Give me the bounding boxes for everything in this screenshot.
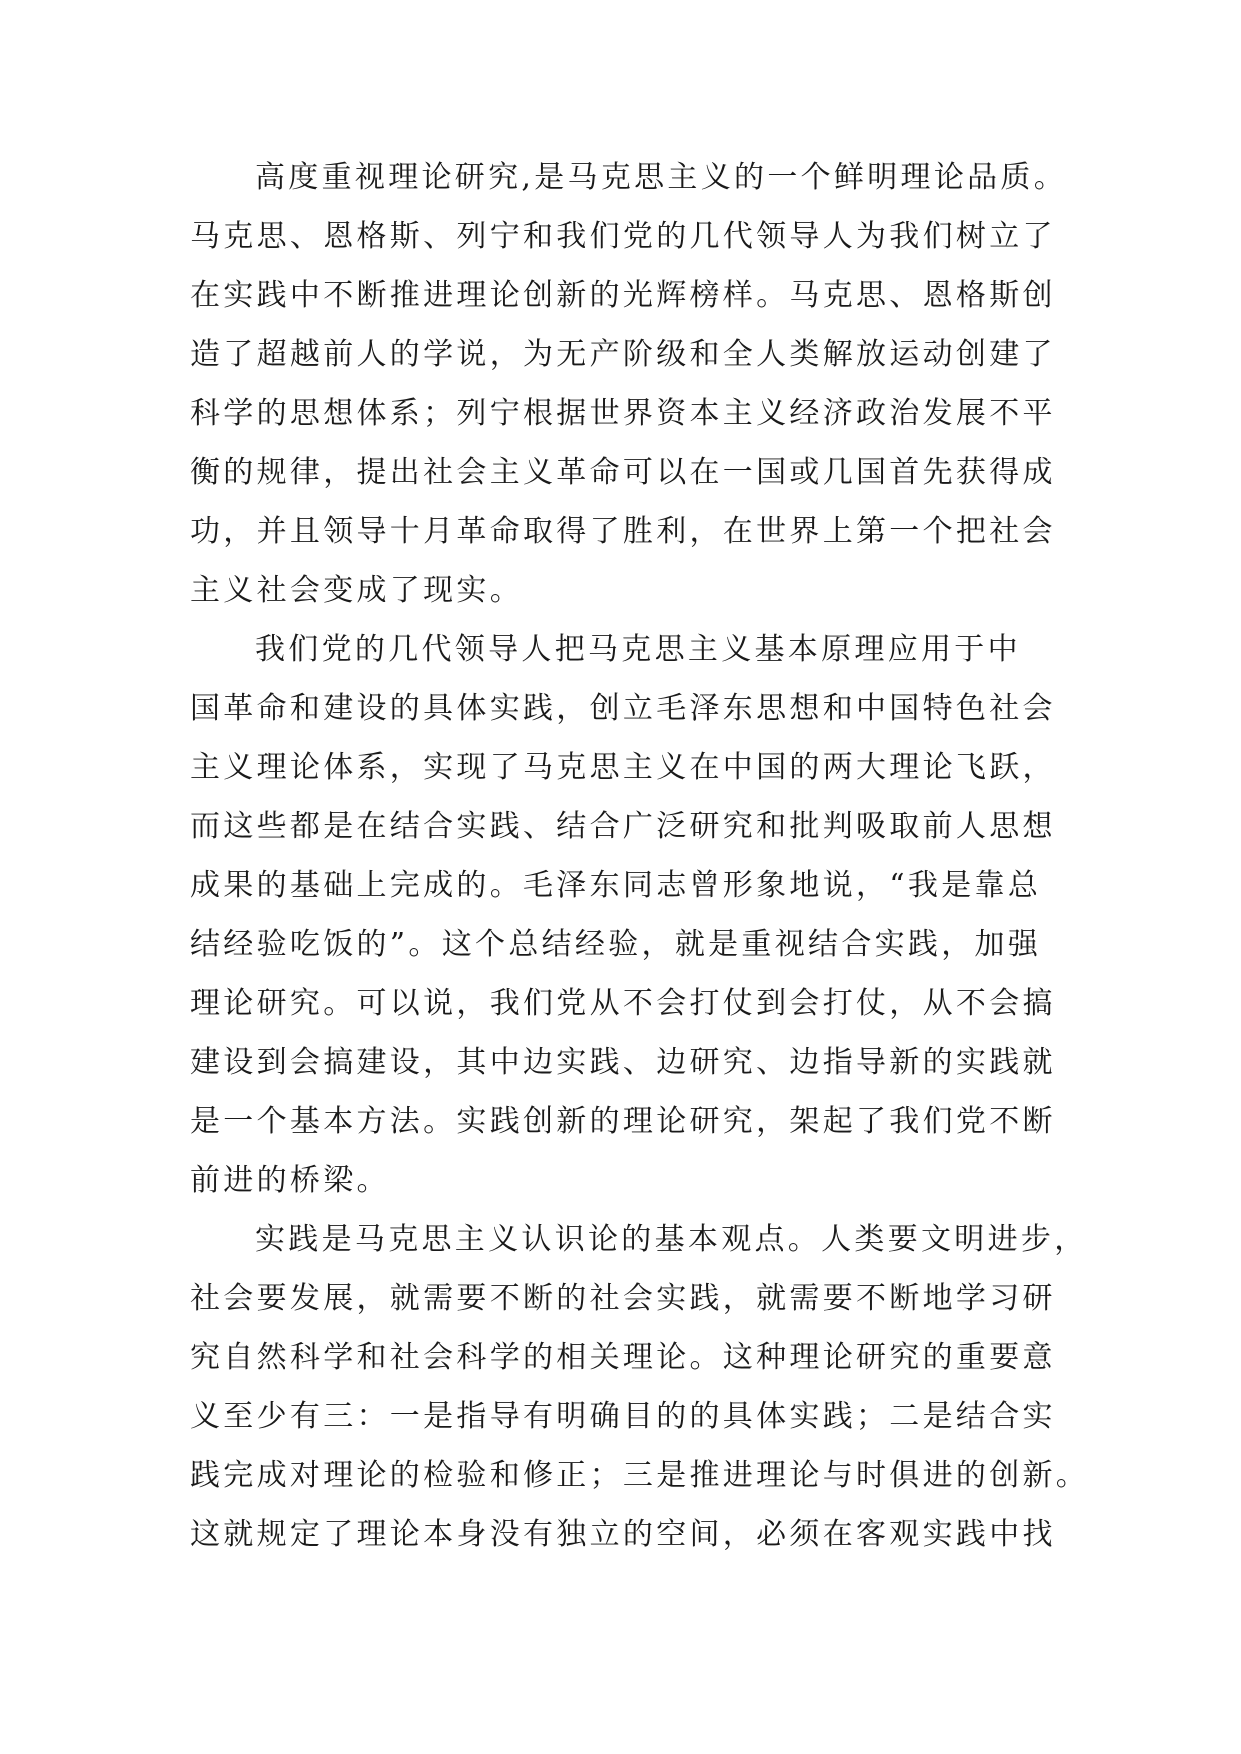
paragraph-line: 义至少有三：一是指导有明确目的的具体实践；二是结合实: [190, 1399, 1056, 1434]
paragraph-line: 在实践中不断推进理论创新的光辉榜样。马克思、恩格斯创: [190, 278, 1056, 313]
paragraph-line: 主义理论体系，实现了马克思主义在中国的两大理论飞跃，: [190, 750, 1056, 785]
paragraph-line: 成果的基础上完成的。毛泽东同志曾形象地说，“我是靠总: [190, 868, 1042, 903]
paragraph-line: 结经验吃饭的”。这个总结经验，就是重视结合实践，加强: [190, 927, 1042, 962]
paragraph-line: 建设到会搞建设，其中边实践、边研究、边指导新的实践就: [190, 1045, 1056, 1080]
paragraph-line: 实践是马克思主义认识论的基本观点。人类要文明进步，: [255, 1222, 1088, 1257]
paragraph-line: 究自然科学和社会科学的相关理论。这种理论研究的重要意: [190, 1340, 1056, 1375]
paragraph-line: 科学的思想体系；列宁根据世界资本主义经济政治发展不平: [190, 396, 1056, 431]
paragraph-line: 我们党的几代领导人把马克思主义基本原理应用于中: [255, 632, 1021, 667]
paragraph-line: 这就规定了理论本身没有独立的空间，必须在客观实践中找: [190, 1517, 1056, 1552]
paragraph-line: 衡的规律，提出社会主义革命可以在一国或几国首先获得成: [190, 455, 1056, 490]
paragraph-line: 践完成对理论的检验和修正；三是推进理论与时俱进的创新。: [190, 1458, 1090, 1493]
paragraph-line: 功，并且领导十月革命取得了胜利，在世界上第一个把社会: [190, 514, 1056, 549]
paragraph-line: 理论研究。可以说，我们党从不会打仗到会打仗，从不会搞: [190, 986, 1056, 1021]
paragraph-line: 高度重视理论研究,是马克思主义的一个鲜明理论品质。: [255, 160, 1068, 195]
paragraph-line: 造了超越前人的学说，为无产阶级和全人类解放运动创建了: [190, 337, 1056, 372]
paragraph-line: 而这些都是在结合实践、结合广泛研究和批判吸取前人思想: [190, 809, 1056, 844]
paragraph-line: 是一个基本方法。实践创新的理论研究，架起了我们党不断: [190, 1104, 1056, 1139]
paragraph-line: 国革命和建设的具体实践，创立毛泽东思想和中国特色社会: [190, 691, 1056, 726]
paragraph-line: 马克思、恩格斯、列宁和我们党的几代领导人为我们树立了: [190, 219, 1056, 254]
paragraph-line: 主义社会变成了现实。: [190, 573, 523, 608]
paragraph-line: 前进的桥梁。: [190, 1163, 390, 1198]
paragraph-line: 社会要发展，就需要不断的社会实践，就需要不断地学习研: [190, 1281, 1056, 1316]
